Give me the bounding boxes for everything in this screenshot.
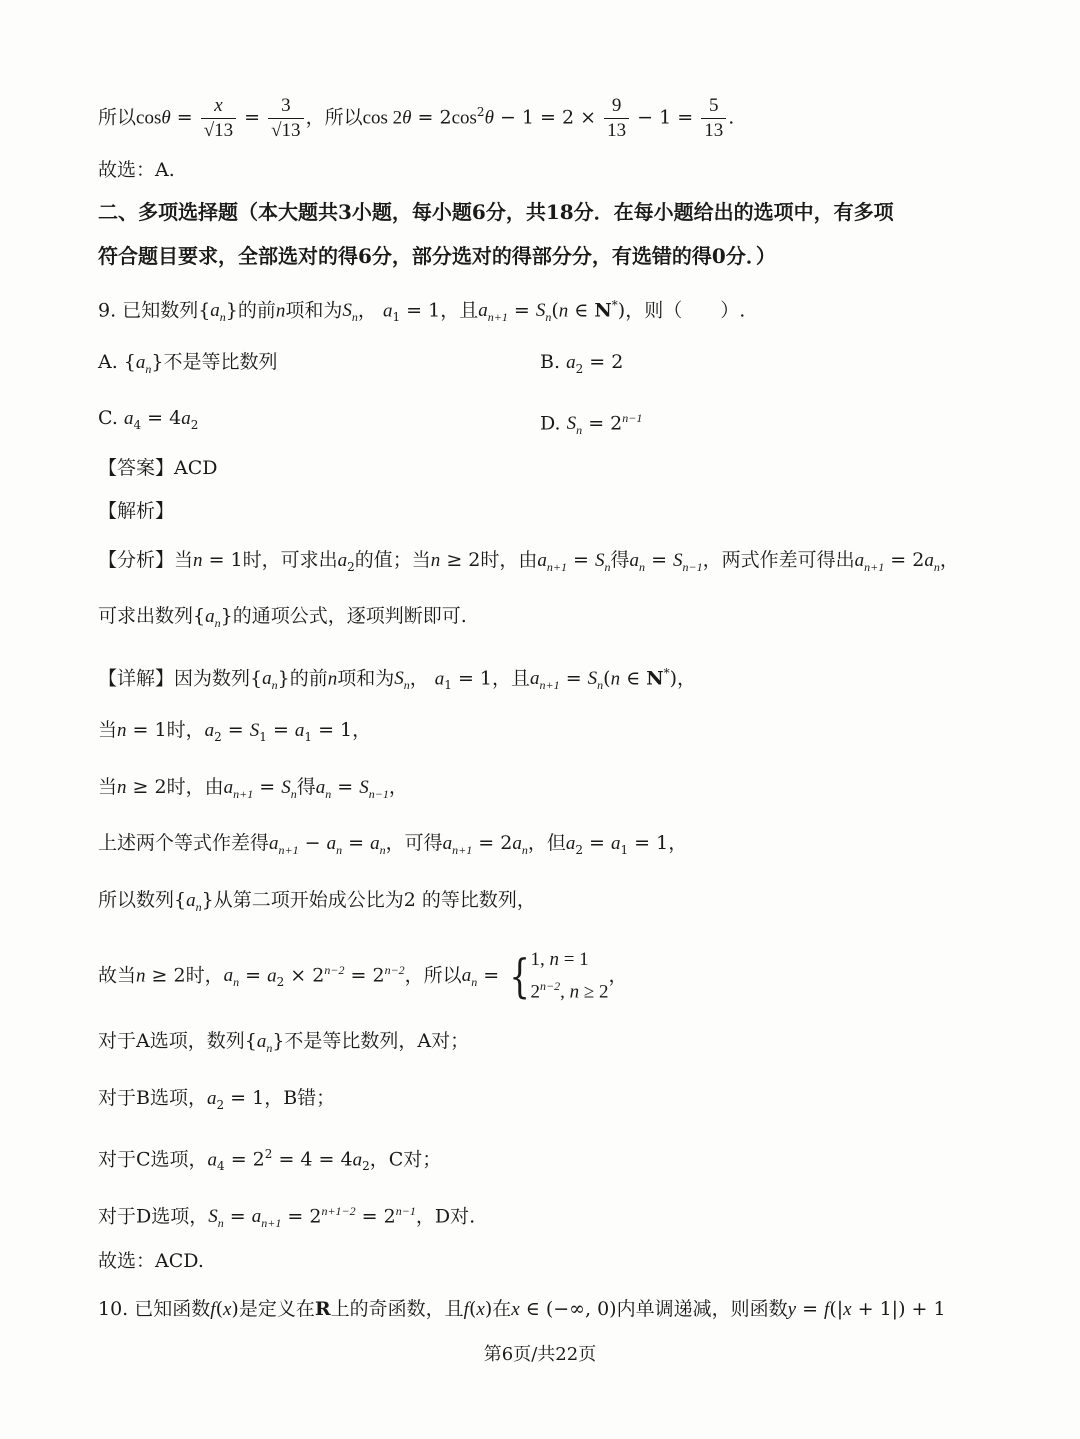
final-choice: 故选：ACD. bbox=[98, 1250, 204, 1272]
question-10: 10. 已知函数f(x)是定义在R上的奇函数，且f(x)在x ∈ (−∞, 0)内单调递减，则函数y = f(|x + 1|) + 1 bbox=[98, 1298, 946, 1320]
solution-line-cos: 所以cosθ = $\frac{x}{√13}$ = $\frac{3}{√13}$ ，所以$\cos 2\theta = 2\cos^2\theta - 1 = 2$ × $\frac{9}{13}$ − 1 = $\frac{5}{13}$ . bbox=[98, 94, 735, 141]
answer-line: 【答案】ACD bbox=[98, 457, 218, 479]
fraction: $\frac{5}{13}$ bbox=[701, 94, 726, 143]
option-a: A. $\{a_n\}$不是等比数列 bbox=[98, 351, 278, 376]
detail-line-8: 对于B选项，$a_2 = 1$，B错； bbox=[98, 1087, 336, 1112]
fraction: $\frac{x}{√13}$ bbox=[201, 94, 236, 143]
option-b: B. $a_2 = 2$ bbox=[540, 351, 624, 376]
section-heading: 符合题目要求，全部选对的得6分，部分选对的得部分分，有选错的得0分．） bbox=[98, 244, 776, 268]
detail-line-7: 对于A选项，数列$\{a_n\}$不是等比数列，A对； bbox=[98, 1030, 470, 1055]
piecewise-cases: 1, n = 1 $2^{n-2}$, n ≥ 2 bbox=[530, 949, 609, 1003]
analysis-line-1: 【分析】当n = 1时，可求出$a_2$的值；当n ≥ 2时，由$a_{n+1} = S_n$得$a_n = S_{n-1}$，两式作差可得出$a_{n+1} = 2a_n$， bbox=[98, 549, 959, 574]
detail-line-9: 对于C选项，$a_4 = 2^2 = 4 = 4a_2$，C对； bbox=[98, 1147, 442, 1174]
detail-line-2: 当n = 1时，$a_2 = S_1 = a_1 = 1$， bbox=[98, 719, 372, 744]
fraction: $\frac{3}{√13}$ bbox=[268, 94, 303, 143]
section-heading: 二、多项选择题（本大题共3小题，每小题6分，共18分．在每小题给出的选项中，有多项 bbox=[98, 200, 894, 224]
question-9: 9. 已知数列$\{a_n\}$的前n项和为$S_n$， $a_1 = 1$，且$a_{n+1} = S_n(n$ ∈ N*)，则（ ）. bbox=[98, 298, 746, 325]
fraction: $\frac{9}{13}$ bbox=[604, 94, 629, 143]
detail-line-1: 【详解】因为数列$\{a_n\}$的前n项和为$S_n$， $a_1 = 1$，且$a_{n+1} = S_n(n$ ∈ N*)， bbox=[98, 666, 697, 693]
analysis-line-2: 可求出数列$\{a_n\}$的通项公式，逐项判断即可. bbox=[98, 605, 467, 630]
option-c: C. $a_4 = 4a_2$ bbox=[98, 407, 199, 432]
detail-line-4: 上述两个等式作差得$a_{n+1} - a_n = a_n$，可得$a_{n+1} = 2a_n$，但$a_2 = a_1 = 1$， bbox=[98, 832, 688, 857]
detail-line-3: 当n ≥ 2时，由$a_{n+1} = S_n$得$a_n = S_{n-1}$， bbox=[98, 776, 408, 801]
option-d: D. $S_n = 2^{n-1}$ bbox=[540, 411, 643, 438]
detail-line-6: 故当n ≥ 2时，$a_n = a_2 \times 2^{n-2} = 2^{n-2}$，所以$a_n$ = { 1, n = 1 $2^{n-2}$, n ≥ 2 ， bbox=[98, 940, 628, 1012]
analysis-tag: 【解析】 bbox=[98, 500, 175, 522]
page-number: 第6页/共22页 bbox=[483, 1344, 597, 1365]
detail-line-10: 对于D选项，$S_n = a_{n+1} = 2^{n+1-2} = 2^{n-1}$，D对. bbox=[98, 1204, 476, 1231]
choice-line: 故选：A. bbox=[98, 159, 175, 181]
detail-line-5: 所以数列$\{a_n\}$从第二项开始成公比为2 的等比数列， bbox=[98, 889, 536, 914]
